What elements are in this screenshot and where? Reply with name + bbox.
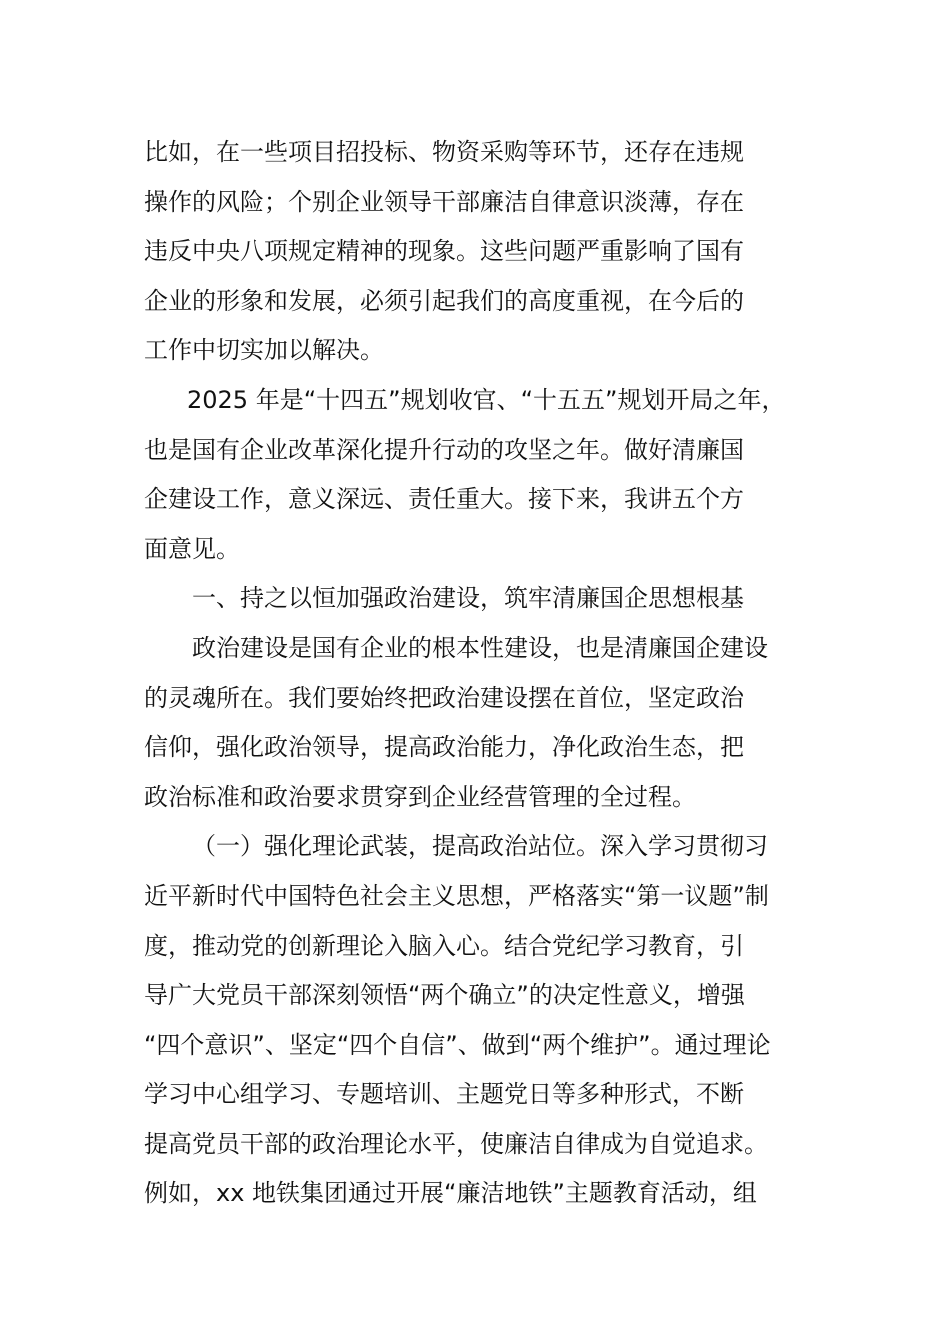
subsection-heading: （一）强化理论武装，提高政治站位。深入学习贯彻习	[192, 832, 768, 861]
text-line: 近平新时代中国特色社会主义思想，严格落实“第一议题”制	[144, 881, 769, 910]
text-line: 2025 年是“十四五”规划收官、“十五五”规划开局之年，	[187, 385, 786, 414]
text-line: 例如，xx 地铁集团通过开展“廉洁地铁”主题教育活动，组	[144, 1179, 757, 1208]
text-line: 的灵魂所在。我们要始终把政治建设摆在首位，坚定政治	[144, 683, 744, 712]
text-line: 也是国有企业改革深化提升行动的攻坚之年。做好清廉国	[144, 435, 744, 464]
text-line: “四个意识”、坚定“四个自信”、做到“两个维护”。通过理论	[144, 1030, 771, 1059]
text-line: 面意见。	[144, 534, 240, 563]
text-line: 信仰，强化政治领导，提高政治能力，净化政治生态，把	[144, 733, 744, 762]
text-line: 导广大党员干部深刻领悟“两个确立”的决定性意义，增强	[144, 981, 745, 1010]
text-line: 工作中切实加以解决。	[144, 336, 384, 365]
text-line: 学习中心组学习、专题培训、主题党日等多种形式，不断	[144, 1080, 744, 1109]
text-line: 比如，在一些项目招投标、物资采购等环节，还存在违规	[144, 138, 744, 166]
text-line: 操作的风险；个别企业领导干部廉洁自律意识淡薄，存在	[144, 187, 744, 216]
text-line: 企业的形象和发展，必须引起我们的高度重视，在今后的	[144, 286, 744, 315]
text-line: 度，推动党的创新理论入脑入心。结合党纪学习教育，引	[144, 931, 744, 960]
text-line: 企建设工作，意义深远、责任重大。接下来，我讲五个方	[144, 485, 744, 514]
section-heading: 一、持之以恒加强政治建设，筑牢清廉国企思想根基	[192, 584, 744, 613]
text-line: 提高党员干部的政治理论水平，使廉洁自律成为自觉追求。	[144, 1129, 768, 1158]
text-line: 政治建设是国有企业的根本性建设，也是清廉国企建设	[192, 633, 768, 662]
document-body	[144, 128, 806, 1219]
text-line: 政治标准和政治要求贯穿到企业经营管理的全过程。	[144, 782, 696, 811]
text-line: 违反中央八项规定精神的现象。这些问题严重影响了国有	[144, 237, 744, 266]
